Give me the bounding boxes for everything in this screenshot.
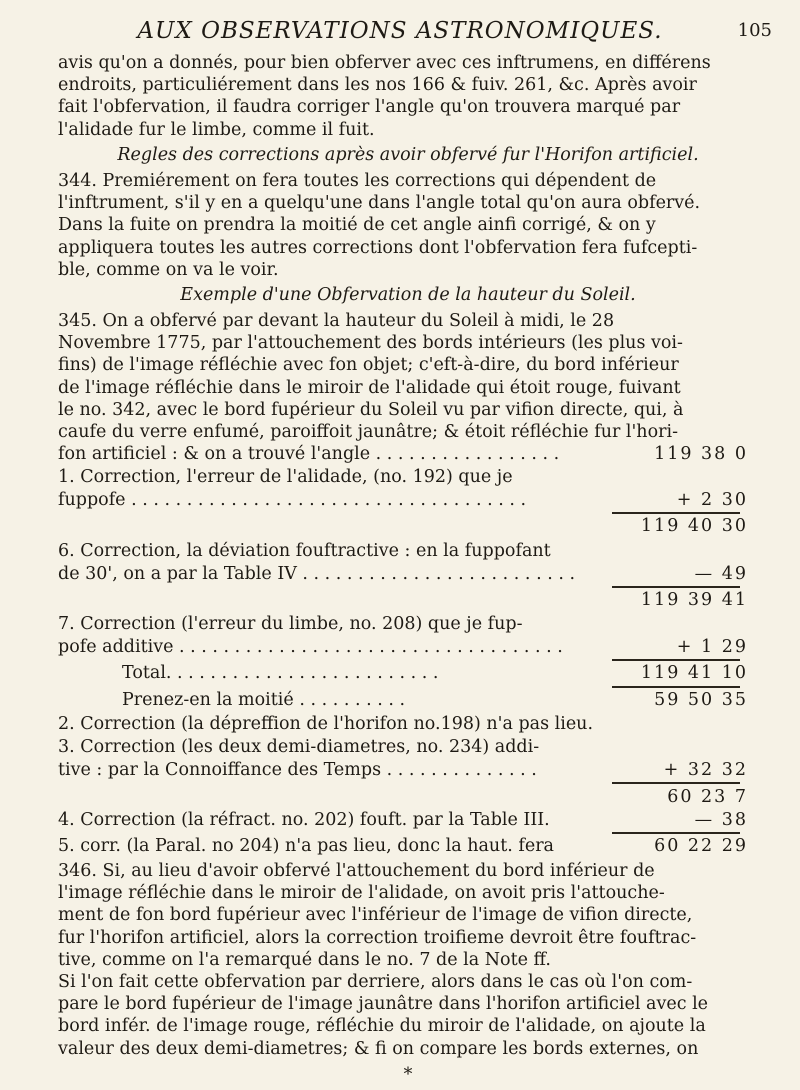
calc-value: 59 50 35 [654,690,748,710]
calc-label: tive : par la Connoiffance des Temps . . . . . . . . . . . . . . [58,760,537,780]
text-line: l'image réfléchie dans le miroir de l'alidade, on avoit pris l'attouche- [58,883,665,904]
calc-subtotal-3 [58,787,778,811]
calc-value: + 32 32 [663,760,748,780]
paragraph-344 [58,170,758,281]
text-line: de l'image réfléchie dans le miroir de l'alidade qui étoit rouge, fuivant [58,377,681,398]
intro-paragraph [58,52,758,141]
calc-label: pofe additive . . . . . . . . . . . . . . . . . . . . . . . . . . . . . . . . . . . [58,637,563,657]
text-line: ment de fon bord fupérieur avec l'inférieur de l'image de vifion directe, [58,905,693,926]
calc-label: Total. . . . . . . . . . . . . . . . . . . . . . . . . [122,663,439,683]
calc-value: 60 23 7 [667,787,748,807]
text-line: pare le bord fupérieur de l'image jaunâtre dans l'horifon artificiel avec le [58,994,709,1015]
calc-value: — 38 [694,810,748,830]
calc-row-correction-6a [58,541,778,565]
paragraph-345 [58,310,758,443]
sum-rule [612,586,740,588]
calc-row-correction-3b [58,760,778,784]
text-line: Dans la fuite on prendra la moitié de cet angle ainfi corrigé, & on y [58,215,656,236]
text-line: Si l'on fait cette obfervation par derriere, alors dans le cas où l'on com- [58,972,693,993]
calc-label: 1. Correction, l'erreur de l'alidade, (no. 192) que je [58,467,513,487]
calc-value: — 49 [694,564,748,584]
calc-value: 119 38 0 [654,444,748,464]
calc-row-correction-2 [58,714,778,738]
calc-row-correction-3a [58,737,778,761]
sum-rule [612,832,740,834]
text-line: le no. 342, avec le bord fupérieur du Soleil vu par vifion directe, qui, à [58,399,684,420]
text-line: avis qu'on a donnés, pour bien obferver avec ces inftrumens, en différens [58,53,711,73]
text-line: endroits, particuliérement dans les nos 166 & fuiv. 261, &c. Après avoir [58,75,697,96]
section-heading: Regles des corrections après avoir obfervé fur l'Horifon artificiel. [117,145,699,165]
calc-row-correction-7b [58,637,778,661]
calc-value: + 2 30 [676,490,748,510]
sum-rule [612,686,740,688]
calc-label: fon artificiel : & on a trouvé l'angle . . . . . . . . . . . . . . . . . [58,444,560,464]
calc-subtotal-1 [58,516,778,540]
calc-row-correction-7a [58,614,778,638]
text-line: bord infér. de l'image rouge, réfléchie du miroir de l'alidade, on ajoute la [58,1016,706,1037]
text-line: appliquera toutes les autres corrections dont l'obfervation fera fufcepti- [58,237,698,258]
running-title: AUX OBSERVATIONS ASTRONOMIQUES. [137,18,663,44]
signature-mark: * [403,1065,413,1085]
text-line: valeur des deux demi-diametres; & fi on compare les bords externes, on [58,1038,699,1059]
text-line: l'alidade fur le limbe, comme il fuit. [58,119,375,140]
calc-row-total [58,663,778,687]
calc-label: de 30', on a par la Table IV . . . . . . . . . . . . . . . . . . . . . . . . . [58,564,576,584]
calc-subtotal-2 [58,590,778,614]
text-line: 344. Premiérement on fera toutes les corrections qui dépendent de [58,171,657,191]
calc-label: 2. Correction (la dépreffion de l'horifon no.198) n'a pas lieu. [58,714,594,734]
calc-row-correction-1a [58,467,778,491]
calc-value: 119 39 41 [640,590,748,610]
calc-label: 5. corr. (la Paral. no 204) n'a pas lieu, donc la haut. fera [58,836,554,856]
text-line: ble, comme on va le voir. [58,259,279,280]
text-line: fait l'obfervation, il faudra corriger l'angle qu'on trouvera marqué par [58,97,681,118]
sum-rule [612,782,740,784]
calc-label: fuppofe . . . . . . . . . . . . . . . . . . . . . . . . . . . . . . . . . . . . [58,490,527,510]
text-line: tive, comme on l'a remarqué dans le no. 7 de la Note ff. [58,949,551,970]
calc-label: 4. Correction (la réfract. no. 202) fouft. par la Table III. [58,810,550,830]
paragraph-346 [58,860,758,1060]
sum-rule [612,512,740,514]
calc-value: 119 41 10 [640,663,748,683]
calc-label: 6. Correction, la déviation fouftractive : en la fuppofant [58,541,551,561]
calc-value: 60 22 29 [654,836,748,856]
calc-label: 3. Correction (les deux demi-diametres, no. 234) addi- [58,737,540,757]
calc-row-angle [58,444,778,468]
text-line: caufe du verre enfumé, paroiffoit jaunâtre; & étoit réfléchie fur l'hori- [58,422,678,443]
calc-row-correction-5 [58,836,778,860]
calc-row-correction-6b [58,564,778,588]
calc-row-correction-1b [58,490,778,514]
calc-label: Prenez-en la moitié . . . . . . . . . . [122,690,406,710]
calc-value: + 1 29 [676,637,748,657]
text-line: fur l'horifon artificiel, alors la correction troifieme devroit être fouftrac- [58,927,697,948]
calc-label: 7. Correction (l'erreur du limbe, no. 208) que je fup- [58,614,523,634]
running-header [0,14,800,48]
text-line: 345. On a obfervé par devant la hauteur du Soleil à midi, le 28 [58,311,615,331]
sum-rule [612,659,740,661]
text-line: fins) de l'image réfléchie avec fon objet; c'eft-à-dire, du bord inférieur [58,355,679,376]
example-heading: Exemple d'une Obfervation de la hauteur du Soleil. [180,285,636,305]
page-number: 105 [737,20,772,41]
calc-row-correction-4 [58,810,778,834]
text-line: l'inftrument, s'il y en a quelqu'une dans l'angle total qu'on aura obfervé. [58,193,701,214]
text-line: Novembre 1775, par l'attouchement des bords intérieurs (les plus voi- [58,333,683,354]
text-line: 346. Si, au lieu d'avoir obfervé l'attouchement du bord inférieur de [58,861,655,881]
calc-row-half [58,690,778,714]
calc-value: 119 40 30 [640,516,748,536]
